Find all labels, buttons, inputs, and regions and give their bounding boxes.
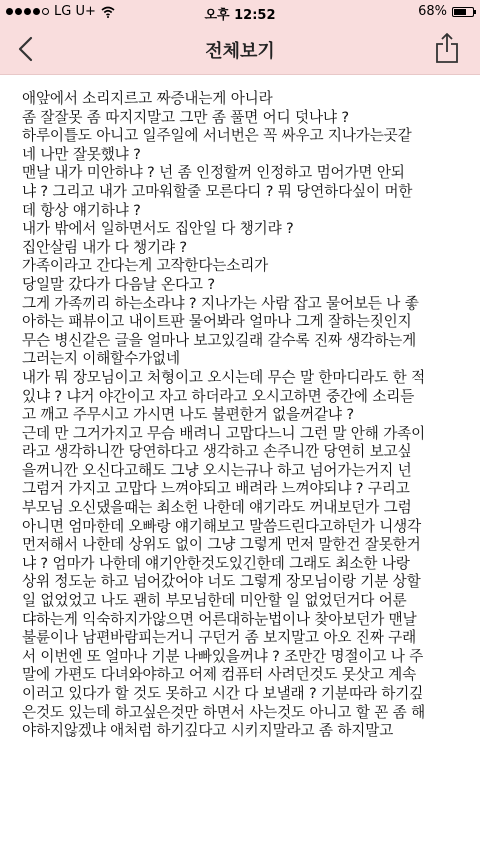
body-line: 고 깨고 주무시고 가시면 나도 불편한거 없을꺼같냐 ? (22, 406, 354, 424)
body-line: 야하지않겠냐 애처럼 하기깊다고 시키지말라고 좀 하지말고 (22, 722, 394, 740)
body-line: 냐 ? 엄마가 나한데 얘기안한것도있긴한데 그래도 최소한 나랑 (22, 554, 410, 572)
nav-bar (0, 24, 480, 75)
body-line: 있냐 ? 냐거 야간이고 자고 하더라고 오시고하면 중간에 소리듣 (22, 387, 415, 405)
body-line: 무슨 병신같은 글을 얼마나 보고있길래 갈수록 진짜 생각하는게 (22, 331, 417, 349)
body-line: 그러는지 이해할수가없네 (22, 350, 180, 368)
body-line: 가족이라고 간다는게 고작한다는소리가 (22, 257, 269, 275)
body-line: 아니면 엄마한데 오빠랑 얘기해보고 말씀드린다고하던가 니생각 (22, 517, 422, 535)
body-line: 불륜이나 남편바람피는거니 구던거 좀 보지말고 아오 진짜 구래 (22, 629, 417, 647)
body-line: 상위 정도눈 하고 넘어갔어야 너도 그렇게 장모님이랑 기분 상할 (22, 573, 421, 591)
body-line: 데 항상 얘기하냐 ? (22, 201, 141, 219)
body-line: 아하는 패뷰이고 내이트판 물어봐라 얼마나 그게 잘하는짓인지 (22, 313, 412, 331)
body-line: 내가 밖에서 일하면서도 집안일 다 챙기랴 ? (22, 220, 294, 238)
body-line: 좀 잘잘못 좀 따지지말고 그만 좀 풀면 어디 덧나냐 ? (22, 108, 349, 126)
status-bar (0, 0, 480, 24)
share-icon[interactable] (434, 32, 460, 64)
body-line: 그게 가족끼리 하는소라냐 ? 지나가는 사람 잡고 물어보든 나 좋 (22, 294, 419, 312)
body-line: 하루이틀도 아니고 일주일에 서너번은 꼭 싸우고 지나가는곳같 (22, 127, 412, 145)
post-body (22, 90, 467, 741)
body-line: 당일말 갔다가 다음날 온다고 ? (22, 275, 215, 293)
body-line: 은것도 있는데 하고싶은것만 하면서 사는것도 아니고 할 꼰 좀 해 (22, 703, 426, 721)
body-line: 일 없었었고 나도 괜히 부모님한데 미안할 일 없었던거다 어룬 (22, 592, 407, 610)
body-line: 말에 가편도 다녀와야하고 어제 컴퓨터 사려던것도 못삿고 계속 (22, 666, 417, 684)
battery-percent: 68% (418, 4, 447, 19)
body-line: 먼저해서 나한데 상위도 없이 그냥 그렇게 먼저 말한건 잘못한거 (22, 536, 421, 554)
battery-icon (452, 7, 474, 17)
body-line: 네 나만 잘못했냐 ? (22, 145, 141, 163)
body-line: 그럼거 가지고 고맙다 느껴야되고 배려라 느껴야되냐 ? 구리고 (22, 480, 410, 498)
body-line: 부모님 오신댔을때는 최소헌 나한데 얘기라도 꺼내보던가 그럼 (22, 499, 412, 517)
carrier-label: LG U+ (54, 4, 96, 19)
body-line: 애앞에서 소리지르고 짜증내는게 아니라 (22, 90, 273, 107)
body-line: 서 이번엔 또 얼마나 기분 나빠있을꺼냐 ? 조만간 명절이고 나 주 (22, 647, 424, 665)
body-line: 라고 생각하니깐 당연하다고 생각하고 손주니깐 당연히 보고싶 (22, 443, 412, 461)
body-line: 집안살림 내가 다 챙기랴 ? (22, 238, 188, 256)
status-right (418, 4, 474, 19)
body-line: 맨날 내가 미안하냐 ? 넌 좀 인정할꺼 인정하고 멈어가면 안되 (22, 164, 405, 182)
page-title: 전체보기 (205, 41, 275, 62)
body-line: 을꺼니깐 오신다고해도 그냥 오시는규나 하고 넘어가는거지 넌 (22, 461, 412, 479)
body-line: 댜하는게 익숙하지가않으면 어른대하눈법이나 찾아보던가 맨날 (22, 610, 417, 628)
body-line: 근데 만 그거가지고 무슴 배려니 고맙다느니 그런 말 안해 가족이 (22, 424, 426, 442)
status-time: 오후 12:52 (204, 8, 276, 23)
body-line: 내가 뭐 장모님이고 처형이고 오시는데 무슨 말 한마디라도 한 적 (22, 368, 426, 386)
body-line: 이러고 있다가 할 것도 못하고 시간 다 보낼래 ? 기분따라 하기깊 (22, 685, 424, 702)
body-line: 냐 ? 그리고 내가 고마워할줄 모른다디 ? 뭐 당연하다싶이 머한 (22, 182, 413, 200)
